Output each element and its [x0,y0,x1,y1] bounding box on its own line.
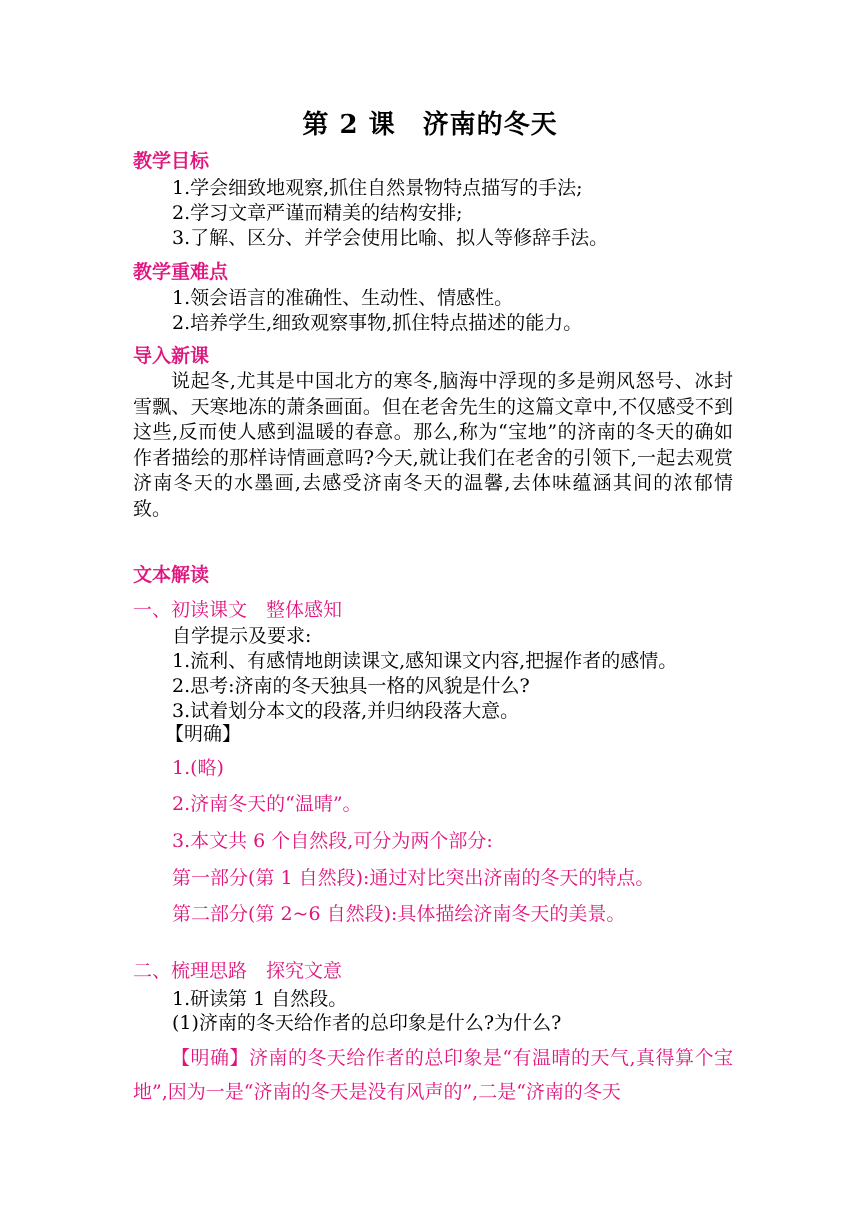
study-item: (1)济南的冬天给作者的总印象是什么?为什么? [172,1012,562,1034]
answer-item: 1.(略) [172,757,224,779]
lesson-title: 第 2 课 济南的冬天 [302,110,558,140]
reading-heading: 文本解读 [133,564,210,586]
part1-subheading: 一、初读课文 整体感知 [133,599,343,621]
answer-paragraph: 【明确】济南的冬天给作者的总印象是“有温晴的天气,真得算个宝地”,因为一是“济南的冬天是没有风声的”,二是“济南的冬天 [133,1047,733,1103]
answer-item: 第二部分(第 2~6 自然段):具体描绘济南冬天的美景。 [172,903,626,925]
objective-item: 2.学习文章严谨而精美的结构安排; [172,202,463,224]
intro-heading: 导入新课 [133,345,210,367]
study-item: 1.研读第 1 自然段。 [172,988,348,1010]
study-prompt: 自学提示及要求: [172,625,312,647]
study-item: 3.试着划分本文的段落,并归纳段落大意。 [172,700,520,722]
study-item: 1.流利、有感情地朗读课文,感知课文内容,把握作者的感情。 [172,650,678,672]
part2-subheading: 二、梳理思路 探究文意 [133,960,343,982]
answer-item: 第一部分(第 1 自然段):通过对比突出济南的冬天的特点。 [172,867,655,889]
objective-item: 3.了解、区分、并学会使用比喻、拟人等修辞手法。 [172,227,609,249]
study-item: 2.思考:济南的冬天独具一格的风貌是什么? [172,675,530,697]
answer-item: 3.本文共 6 个自然段,可分为两个部分: [172,830,493,852]
key-point-item: 1.领会语言的准确性、生动性、情感性。 [172,287,514,309]
key-points-heading: 教学重难点 [133,261,229,283]
answer-label: 【明确】 [165,723,242,745]
intro-paragraph: 说起冬,尤其是中国北方的寒冬,脑海中浮现的多是朔风怒号、冰封雪飘、天寒地冻的萧条画面。但在老舍先生的这篇文章中,不仅感受不到这些,反而使人感到温暖的春意。那么,称为“宝地”的济南的冬天的确如作者描绘的那样诗情画意吗?今天,就让我们在老舍的引领下,一起去观赏济南冬天的水墨画,去感受济南冬天的温馨,去体味蕴涵其间的浓郁情致。 [133,370,733,520]
objectives-heading: 教学目标 [133,150,210,172]
objective-item: 1.学会细致地观察,抓住自然景物特点描写的手法; [172,177,583,199]
answer-item: 2.济南冬天的“温晴”。 [172,793,362,815]
key-point-item: 2.培养学生,细致观察事物,抓住特点描述的能力。 [172,312,583,334]
